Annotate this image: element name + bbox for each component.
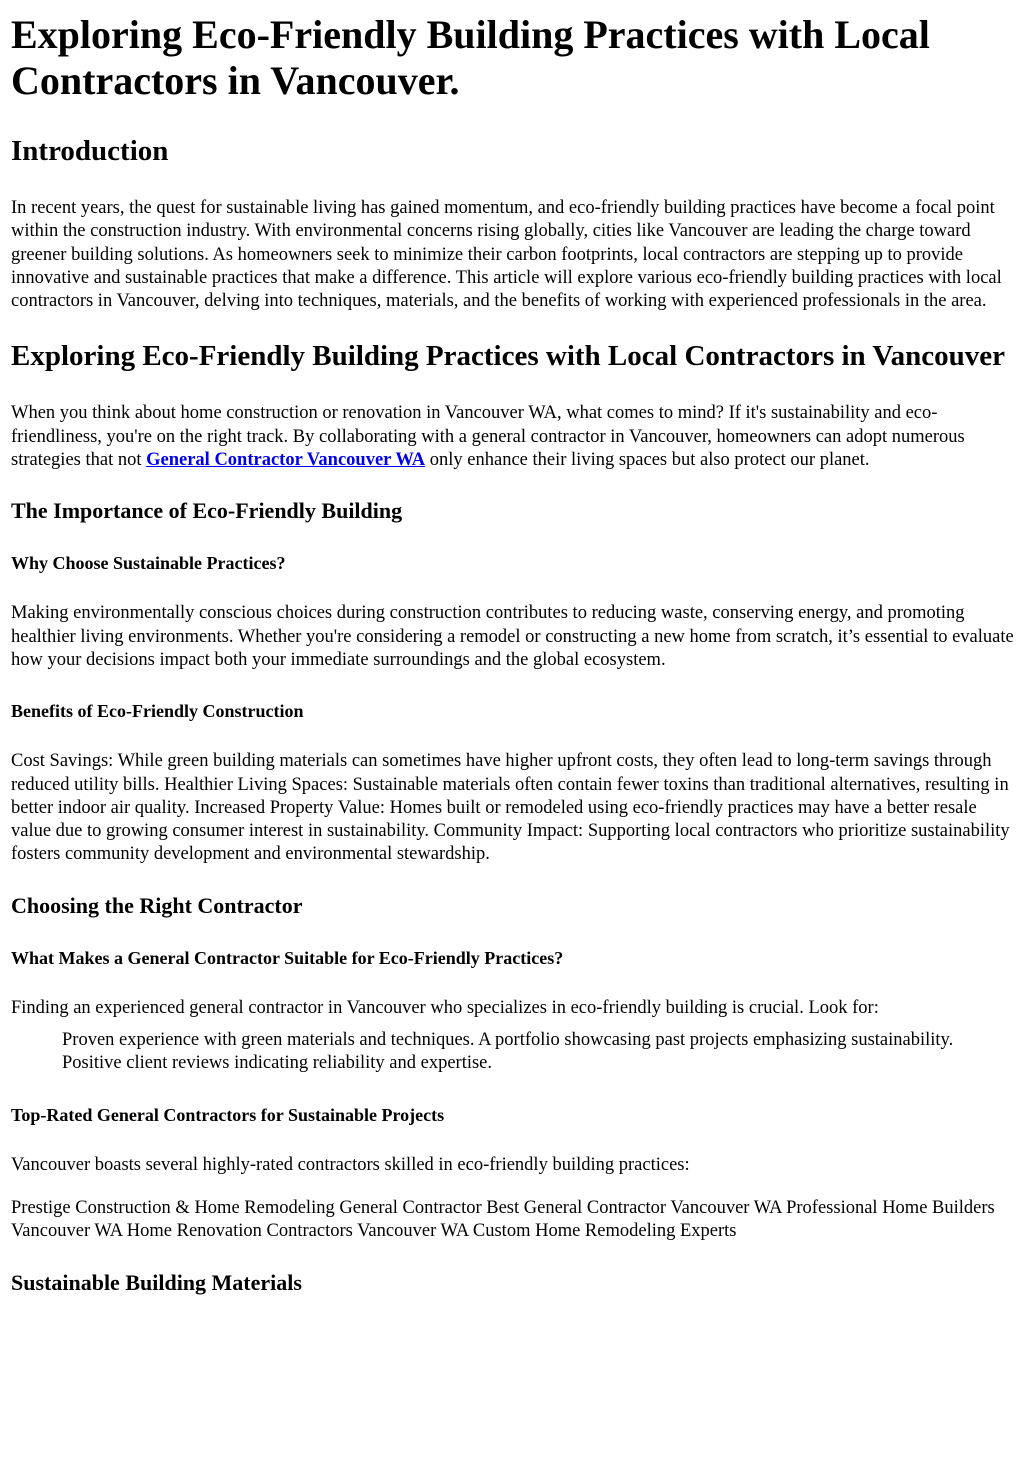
look-for-list: Proven experience with green materials and techniques. A portfolio showcasing past projects emphasizing sustainability. Positive client reviews indicating reliability and expertise. <box>62 1030 954 1074</box>
exploring-text-after-link: only enhance their living spaces but also protect our planet. <box>425 450 870 471</box>
article <box>0 12 1024 1296</box>
why-sustainable-heading: Why Choose Sustainable Practices? <box>11 553 286 574</box>
exploring-paragraph <box>11 402 1016 472</box>
page-title: Exploring Eco-Friendly Building Practices with Local Contractors in Vancouver. <box>11 12 930 103</box>
why-sustainable-paragraph: Making environmentally conscious choices during construction contributes to reducing waste, conserving energy, and promoting healthier living environments. Whether you're considering a remodel or constructing a new home from scratch, it’s essential to evaluate how your decisions impact both your immediate surroundings and the global ecosystem. <box>11 603 1014 670</box>
sustainable-materials-heading: Sustainable Building Materials <box>11 1269 302 1295</box>
importance-heading: The Importance of Eco-Friendly Building <box>11 498 403 524</box>
what-makes-contractor-heading: What Makes a General Contractor Suitable for Eco-Friendly Practices? <box>11 947 564 968</box>
top-rated-heading: Top-Rated General Contractors for Sustainable Projects <box>11 1104 445 1125</box>
introduction-paragraph: In recent years, the quest for sustainable living has gained momentum, and eco-friendly building practices have become a focal point within the construction industry. With environmental concerns rising globally, cities like Vancouver are leading the charge toward greener building solutions. As homeowners seek to minimize their carbon footprints, local contractors are stepping up to provide innovative and sustainable practices that make a difference. This article will explore various eco-friendly building practices with local contractors in Vancouver, delving into techniques, materials, and the benefits of working with experienced professionals in the area. <box>11 198 1002 312</box>
what-makes-contractor-paragraph: Finding an experienced general contractor in Vancouver who specializes in eco-friendly building is crucial. Look for: <box>11 997 879 1018</box>
benefits-paragraph: Cost Savings: While green building materials can sometimes have higher upfront costs, they often lead to long-term savings through reduced utility bills. Healthier Living Spaces: Sustainable materials often contain fewer toxins than traditional alternatives, resulting in better indoor air quality. Increased Property Value: Homes built or remodeled using eco-friendly practices may have a better resale value due to growing consumer interest in sustainability. Community Impact: Supporting local contractors who prioritize sustainability fosters community development and environmental stewardship. <box>11 751 1010 865</box>
benefits-heading: Benefits of Eco-Friendly Construction <box>11 701 304 722</box>
top-rated-list: Prestige Construction & Home Remodeling General Contractor Best General Contractor Vancouver WA Professional Home Builders Vancouver WA Home Renovation Contractors Vancouver WA Custom Home Remodeling Experts <box>11 1197 995 1242</box>
exploring-heading: Exploring Eco-Friendly Building Practices with Local Contractors in Vancouver <box>11 340 1006 373</box>
general-contractor-link[interactable]: General Contractor Vancouver WA <box>146 450 426 471</box>
choosing-contractor-heading: Choosing the Right Contractor <box>11 892 303 918</box>
introduction-heading: Introduction <box>11 135 169 167</box>
top-rated-paragraph: Vancouver boasts several highly-rated contractors skilled in eco-friendly building practices: <box>11 1154 690 1175</box>
exploring-text-before-link: When you think about home construction or renovation in Vancouver WA, what comes to mind? If it's sustainability and eco-friendliness, you're on the right track. By collaborating with a general contractor in Vancouver, homeowners can adopt numerous strategies that not <box>11 403 965 471</box>
